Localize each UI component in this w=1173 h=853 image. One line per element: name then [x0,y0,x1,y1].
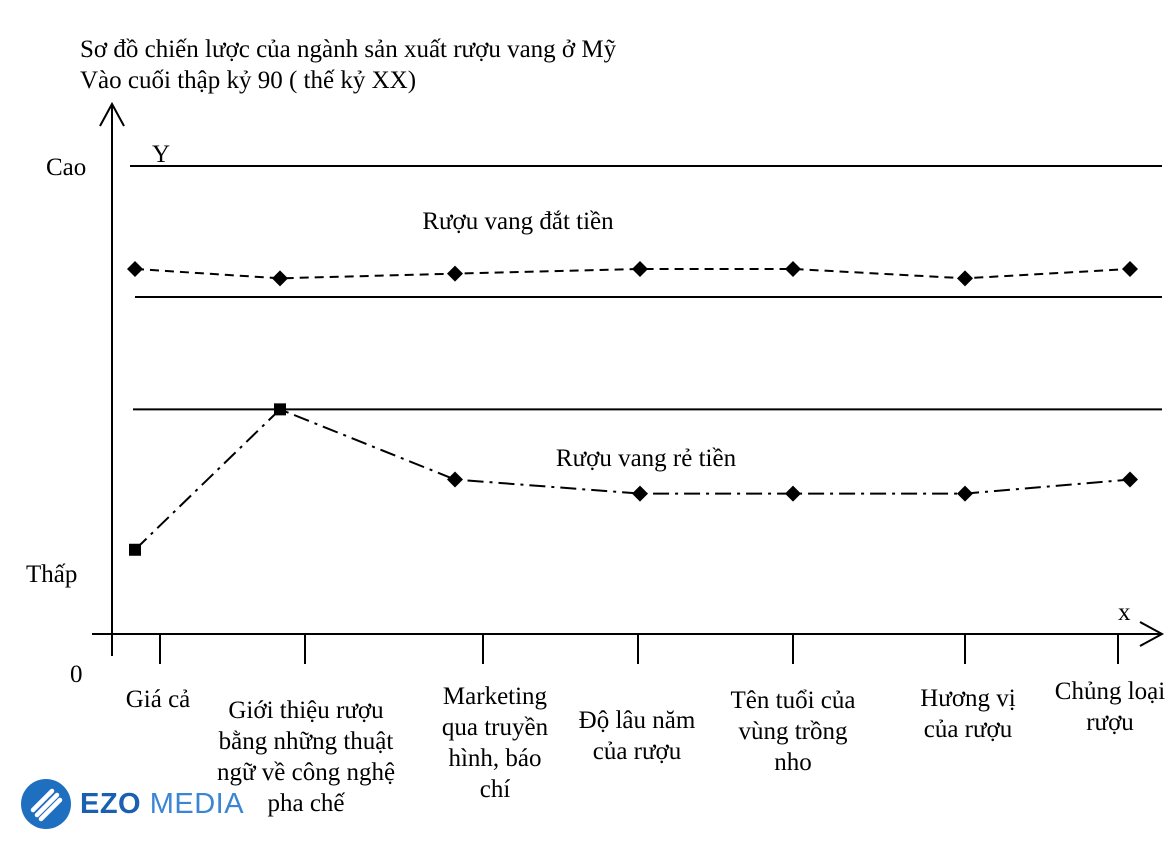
series-2-point-6 [957,486,973,502]
series-1-label: Rượu vang đắt tiền [422,208,614,235]
x-category-label-2-line-1: Giới thiệu rượu [228,697,384,724]
y-tick-label-high: Cao [46,154,87,181]
x-category-label-5-line-3: nho [774,749,812,776]
series-1-point-7 [1122,261,1138,277]
x-category-label-5-line-2: vùng trồng [738,718,848,745]
series-1-point-2 [272,270,288,286]
x-axis-label: x [1118,599,1131,626]
series-2-label: Rượu vang rẻ tiền [555,445,737,472]
series-1-point-1 [127,261,143,277]
series-1-point-4 [632,261,648,277]
x-category-label-3-line-2: qua truyền [441,714,549,741]
x-category-label-4-line-2: của rượu [592,738,682,765]
chart-title-line-1: Sơ đồ chiến lược của ngành sản xuất rượu vang ở Mỹ [80,36,617,63]
series-2-point-5 [785,486,801,502]
series-1-point-5 [785,261,801,277]
series-2-point-3 [447,472,463,488]
series-1-point-6 [957,270,973,286]
ezo-logo-icon [20,778,72,830]
series-2-point-2 [274,403,286,415]
x-category-label-2-line-4: pha chế [267,790,345,817]
x-category-label-3-line-3: hình, báo [448,745,542,772]
origin-label: 0 [70,661,83,688]
series-2-point-1 [129,544,141,556]
x-category-label-2-line-3: ngữ về công nghệ [216,759,396,786]
y-axis-label: Y [152,141,171,168]
x-category-label-6-line-1: Hương vị [920,685,1016,712]
x-category-label-1-line-1: Giá cả [125,686,191,713]
x-category-label-7-line-2: rượu [1086,709,1134,736]
x-category-label-3-line-1: Marketing [442,683,548,710]
x-category-label-4-line-1: Độ lâu năm [578,707,696,734]
x-category-label-5-line-1: Tên tuổi của [730,687,856,714]
x-category-label-7-line-1: Chủng loại [1054,678,1166,705]
x-category-label-6-line-2: của rượu [923,716,1013,743]
x-category-label-3-line-4: chí [479,776,511,803]
series-2-point-4 [632,486,648,502]
logo-brand-light: MEDIA [149,787,245,820]
y-tick-label-low: Thấp [26,561,78,588]
ezo-media-logo [20,778,244,830]
chart-title-line-2: Vào cuối thập kỷ 90 ( thế kỷ XX) [80,67,417,94]
series-2-line [135,409,1130,549]
series-1-point-3 [447,266,463,282]
logo-brand-bold: EZO [80,787,142,820]
series-2-point-7 [1122,472,1138,488]
x-category-label-2-line-2: bằng những thuật [218,728,394,755]
